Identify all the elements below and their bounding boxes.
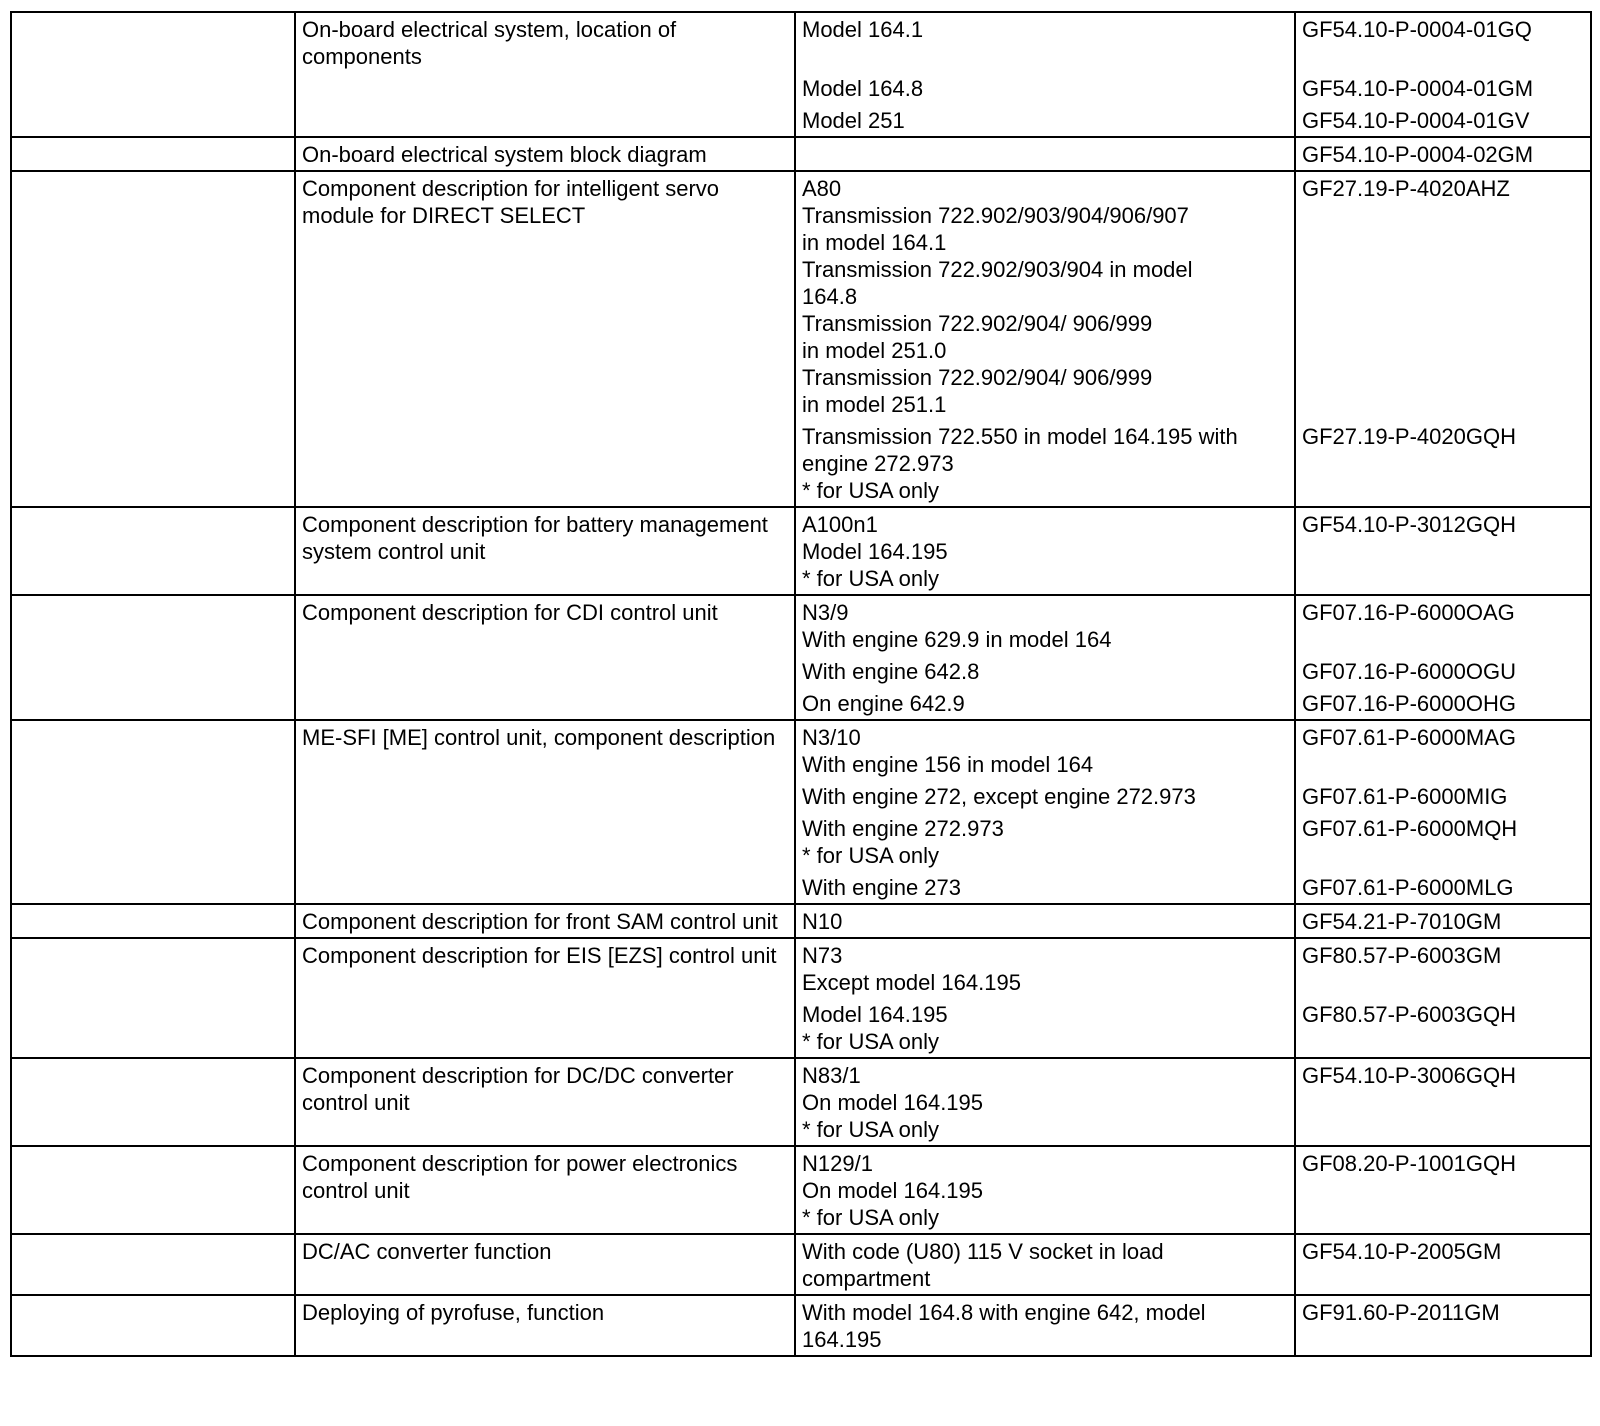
group-cell: [11, 938, 295, 1058]
validity-cell: [795, 720, 1295, 904]
validity-line: On model 164.195: [802, 1178, 984, 1203]
document-title: On-board electrical system block diagram: [302, 142, 707, 167]
validity-line: Model 164.195: [802, 1002, 948, 1027]
table-row: [11, 904, 1591, 938]
validity-line: Transmission 722.902/904/ 906/999: [802, 311, 1153, 336]
spacer: [1302, 310, 1584, 337]
table-row: [11, 595, 1591, 720]
group-cell: [11, 1058, 295, 1146]
table-row: [11, 1234, 1591, 1295]
table-row: [11, 171, 1591, 507]
document-code: GF91.60-P-2011GM: [1302, 1300, 1500, 1325]
document-code-cell: [1295, 12, 1591, 137]
spacer: [1302, 391, 1584, 418]
document-code: GF07.16-P-6000OGU: [1302, 659, 1516, 684]
validity-line: * for USA only: [802, 566, 939, 591]
validity-cell: [795, 12, 1295, 137]
validity-cell: [795, 137, 1295, 171]
spacer: [1302, 1177, 1584, 1204]
spacer: [1302, 1326, 1584, 1353]
group-cell: [11, 12, 295, 137]
validity-line: Transmission 722.902/903/904/906/907: [802, 203, 1189, 228]
spacer: [1302, 256, 1584, 283]
document-code: GF27.19-P-4020GQH: [1302, 424, 1516, 449]
validity-line: Model 164.8: [802, 76, 924, 101]
document-code-cell: [1295, 507, 1591, 595]
validity-cell: [795, 1146, 1295, 1234]
validity-line: N3/10: [802, 725, 861, 750]
validity-line: in model 251.0: [802, 338, 947, 363]
validity-cell: [795, 938, 1295, 1058]
document-title-cell: [295, 904, 795, 938]
document-title-cell: [295, 1234, 795, 1295]
document-title: On-board electrical system, location of components: [302, 17, 677, 69]
document-code: GF54.10-P-0004-01GV: [1302, 108, 1530, 133]
validity-line: With engine 629.9 in model 164: [802, 627, 1112, 652]
document-title: Component description for EIS [EZS] control unit: [302, 943, 777, 968]
spacer: [1302, 202, 1584, 229]
document-code: GF07.16-P-6000OAG: [1302, 600, 1515, 625]
document-code-cell: [1295, 137, 1591, 171]
document-title: Component description for battery management system control unit: [302, 512, 768, 564]
validity-line: Model 164.1: [802, 17, 924, 42]
document-code: GF54.10-P-3012GQH: [1302, 512, 1516, 537]
document-title: Component description for front SAM control unit: [302, 909, 778, 934]
group-cell: [11, 137, 295, 171]
validity-line: N83/1: [802, 1063, 861, 1088]
document-title-cell: [295, 171, 795, 507]
spacer: [1302, 538, 1584, 565]
document-title: Component description for CDI control unit: [302, 600, 718, 625]
validity-line: in model 251.1: [802, 392, 947, 417]
validity-line: 164.8: [802, 284, 858, 309]
validity-line: With engine 642.8: [802, 659, 980, 684]
validity-line: With engine 272, except engine 272.973: [802, 784, 1196, 809]
validity-cell: [795, 595, 1295, 720]
document-code-cell: [1295, 595, 1591, 720]
document-title: Component description for intelligent servo module for DIRECT SELECT: [302, 176, 720, 228]
document-title-cell: [295, 938, 795, 1058]
document-title: DC/AC converter function: [302, 1239, 552, 1264]
document-title: Component description for DC/DC converter control unit: [302, 1063, 734, 1115]
document-code: GF54.10-P-2005GM: [1302, 1239, 1502, 1264]
spacer: [1302, 842, 1584, 869]
validity-line: * for USA only: [802, 1029, 939, 1054]
document-code-cell: [1295, 720, 1591, 904]
table-body: [11, 12, 1591, 1356]
spacer: [1302, 1116, 1584, 1143]
document-title-cell: [295, 137, 795, 171]
validity-line: 164.195: [802, 1327, 882, 1352]
document-title-cell: [295, 507, 795, 595]
validity-line: Transmission 722.550 in model 164.195 with: [802, 424, 1238, 449]
validity-line: Except model 164.195: [802, 970, 1021, 995]
document-code: GF07.16-P-6000OHG: [1302, 691, 1516, 716]
document-table: [10, 11, 1592, 1357]
document-code-cell: [1295, 1146, 1591, 1234]
document-code-cell: [1295, 171, 1591, 507]
spacer: [1302, 229, 1584, 256]
table-row: [11, 1058, 1591, 1146]
validity-cell: [795, 1234, 1295, 1295]
validity-line: engine 272.973: [802, 451, 954, 476]
document-title-cell: [295, 1146, 795, 1234]
spacer: [1302, 1089, 1584, 1116]
validity-line: * for USA only: [802, 843, 939, 868]
spacer: [1302, 43, 1584, 70]
document-code: GF54.21-P-7010GM: [1302, 909, 1502, 934]
validity-line: N129/1: [802, 1151, 873, 1176]
validity-line: With engine 273: [802, 875, 961, 900]
validity-line: * for USA only: [802, 478, 939, 503]
spacer: [1302, 337, 1584, 364]
spacer: [1302, 450, 1584, 477]
validity-cell: [795, 1295, 1295, 1356]
validity-cell: [795, 507, 1295, 595]
spacer: [1302, 1265, 1584, 1292]
validity-line: * for USA only: [802, 1117, 939, 1142]
spacer: [1302, 1204, 1584, 1231]
document-code: GF80.57-P-6003GM: [1302, 943, 1502, 968]
table-row: [11, 720, 1591, 904]
validity-line: Transmission 722.902/904/ 906/999: [802, 365, 1153, 390]
document-code: GF07.61-P-6000MQH: [1302, 816, 1518, 841]
validity-cell: [795, 171, 1295, 507]
table-row: [11, 137, 1591, 171]
spacer: [1302, 565, 1584, 592]
group-cell: [11, 720, 295, 904]
document-code: GF54.10-P-3006GQH: [1302, 1063, 1516, 1088]
table-row: [11, 12, 1591, 137]
document-code: GF07.61-P-6000MAG: [1302, 725, 1516, 750]
table-row: [11, 507, 1591, 595]
document-title-cell: [295, 595, 795, 720]
group-cell: [11, 595, 295, 720]
document-title-cell: [295, 12, 795, 137]
document-code: GF54.10-P-0004-01GQ: [1302, 17, 1532, 42]
validity-line: With engine 272.973: [802, 816, 1004, 841]
document-title-cell: [295, 1058, 795, 1146]
validity-line: in model 164.1: [802, 230, 947, 255]
document-title: ME-SFI [ME] control unit, component description: [302, 725, 776, 750]
document-code: GF54.10-P-0004-01GM: [1302, 76, 1534, 101]
validity-line: Model 251: [802, 108, 905, 133]
group-cell: [11, 1146, 295, 1234]
validity-line: With code (U80) 115 V socket in load: [802, 1239, 1164, 1264]
validity-line: On model 164.195: [802, 1090, 984, 1115]
document-code-cell: [1295, 904, 1591, 938]
table-row: [11, 1146, 1591, 1234]
document-title-cell: [295, 720, 795, 904]
document-code-cell: [1295, 1058, 1591, 1146]
document-code: GF07.61-P-6000MLG: [1302, 875, 1514, 900]
validity-line: Transmission 722.902/903/904 in model: [802, 257, 1193, 282]
validity-line: With engine 156 in model 164: [802, 752, 1094, 777]
validity-cell: [795, 904, 1295, 938]
document-title-cell: [295, 1295, 795, 1356]
spacer: [1302, 751, 1584, 778]
spacer: [1302, 626, 1584, 653]
group-cell: [11, 171, 295, 507]
spacer: [1302, 1028, 1584, 1055]
validity-line: [802, 141, 1288, 168]
validity-line: A100n1: [802, 512, 878, 537]
spacer: [1302, 969, 1584, 996]
document-code-cell: [1295, 938, 1591, 1058]
group-cell: [11, 1295, 295, 1356]
spacer: [1302, 477, 1584, 504]
document-code: GF08.20-P-1001GQH: [1302, 1151, 1516, 1176]
document-title: Component description for power electronics control unit: [302, 1151, 738, 1203]
validity-line: * for USA only: [802, 1205, 939, 1230]
validity-line: On engine 642.9: [802, 691, 965, 716]
spacer: [802, 43, 1288, 70]
validity-line: A80: [802, 176, 842, 201]
table-row: [11, 1295, 1591, 1356]
spacer: [1302, 283, 1584, 310]
document-code: GF54.10-P-0004-02GM: [1302, 142, 1534, 167]
document-code: GF80.57-P-6003GQH: [1302, 1002, 1516, 1027]
group-cell: [11, 507, 295, 595]
validity-line: N10: [802, 909, 843, 934]
spacer: [1302, 364, 1584, 391]
validity-cell: [795, 1058, 1295, 1146]
validity-line: With model 164.8 with engine 642, model: [802, 1300, 1206, 1325]
group-cell: [11, 904, 295, 938]
validity-line: compartment: [802, 1266, 931, 1291]
document-code: GF27.19-P-4020AHZ: [1302, 176, 1510, 201]
validity-line: Model 164.195: [802, 539, 948, 564]
validity-line: N3/9: [802, 600, 849, 625]
document-title: Deploying of pyrofuse, function: [302, 1300, 605, 1325]
document-code-cell: [1295, 1234, 1591, 1295]
document-code-cell: [1295, 1295, 1591, 1356]
document-code: GF07.61-P-6000MIG: [1302, 784, 1508, 809]
validity-line: N73: [802, 943, 843, 968]
table-row: [11, 938, 1591, 1058]
group-cell: [11, 1234, 295, 1295]
